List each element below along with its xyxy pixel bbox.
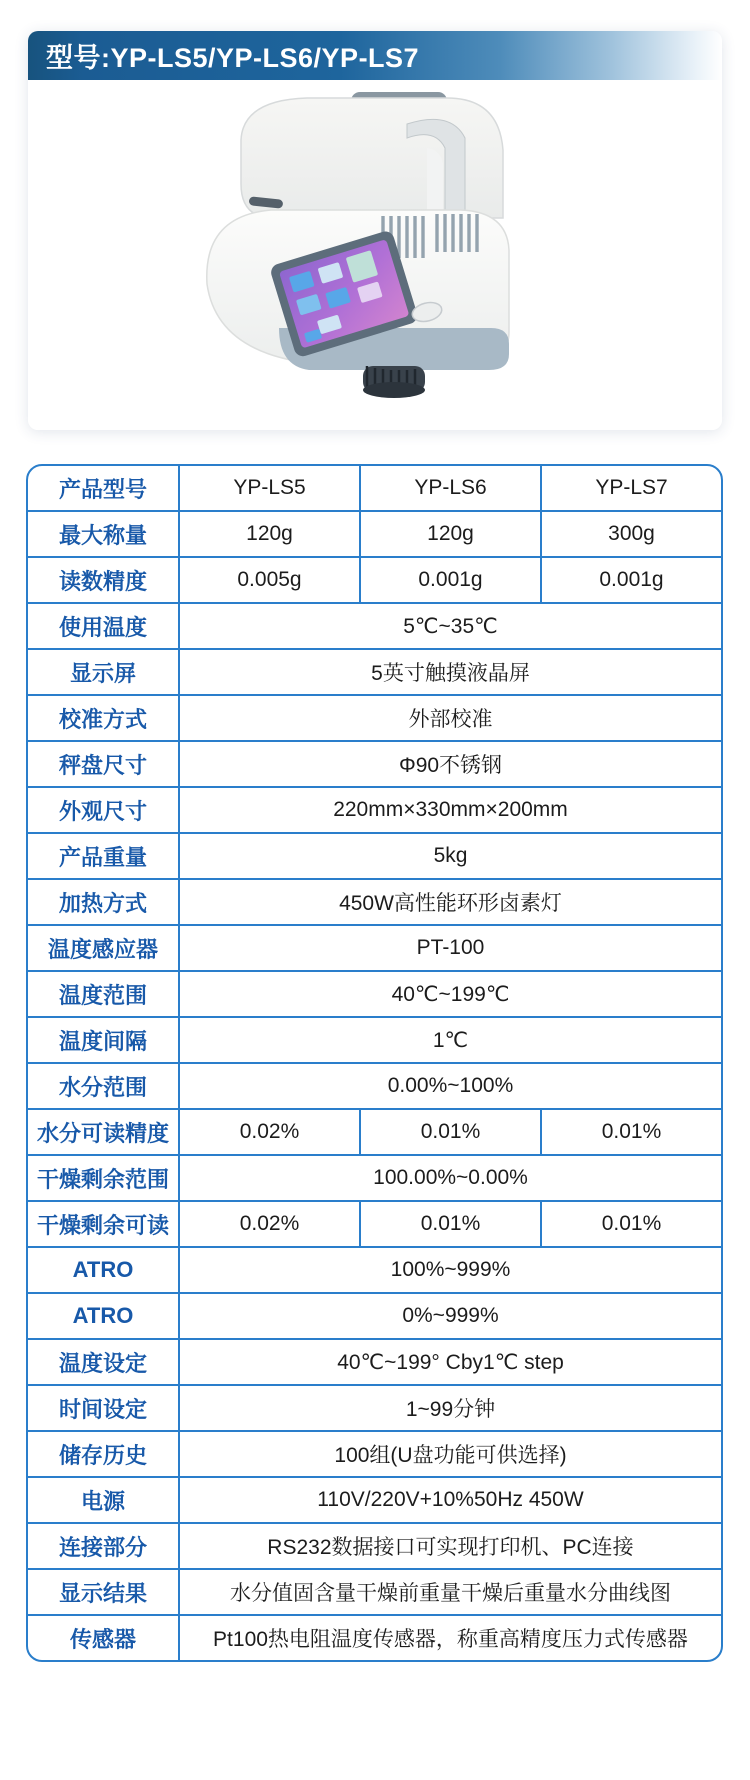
spec-label: 干燥剩余可读 — [28, 1202, 180, 1246]
spec-value-merged: 5℃~35℃ — [403, 614, 498, 638]
table-row — [28, 1154, 721, 1200]
table-row — [28, 1292, 721, 1338]
table-row — [28, 1062, 721, 1108]
spec-label: 显示结果 — [28, 1570, 180, 1614]
spec-label: 校准方式 — [28, 696, 180, 740]
table-row — [28, 1016, 721, 1062]
table-row — [28, 1338, 721, 1384]
spec-label: ATRO — [28, 1294, 180, 1338]
spec-value-merged: Pt100热电阻温度传感器，称重高精度压力式传感器 — [213, 1628, 688, 1651]
spec-label: 连接部分 — [28, 1524, 180, 1568]
spec-label: 温度范围 — [28, 972, 180, 1016]
spec-value: YP-LS6 — [359, 466, 540, 510]
spec-value: 0.001g — [359, 558, 540, 602]
spec-value: 0.001g — [540, 558, 721, 602]
spec-value: 300g — [540, 512, 721, 556]
table-row — [28, 1476, 721, 1522]
spec-value: 0.02% — [239, 1212, 300, 1235]
spec-label: 温度间隔 — [28, 1018, 180, 1062]
table-row — [28, 1614, 721, 1660]
spec-value-merged: 1℃ — [432, 1028, 469, 1052]
spec-label: 传感器 — [28, 1616, 180, 1660]
spec-value-merged: Φ90不锈钢 — [398, 754, 503, 777]
table-row — [28, 1430, 721, 1476]
spec-label: 时间设定 — [28, 1386, 180, 1430]
table-row — [28, 878, 721, 924]
table-row — [28, 1522, 721, 1568]
spec-value-merged: 0.00%~100% — [387, 1074, 514, 1097]
spec-label: 加热方式 — [28, 880, 180, 924]
spec-value-merged: 100组(U盘功能可供选择) — [334, 1444, 567, 1467]
spec-label: 产品重量 — [28, 834, 180, 878]
spec-value-merged: 5英寸触摸液晶屏 — [371, 662, 530, 685]
spec-value-merged: 220mm×330mm×200mm — [333, 798, 568, 821]
spec-label: 使用温度 — [28, 604, 180, 648]
spec-table — [26, 464, 723, 1662]
spec-value-merged: 100%~999% — [390, 1258, 511, 1281]
spec-value: 0.01% — [540, 1110, 721, 1154]
table-row — [28, 970, 721, 1016]
spec-value: 0.01% — [359, 1202, 540, 1246]
table-row — [28, 786, 721, 832]
device-handle-inner — [427, 148, 443, 218]
spec-value-merged: 100.00%~0.00% — [373, 1166, 528, 1189]
spec-label: 干燥剩余范围 — [28, 1156, 180, 1200]
spec-value-merged: PT-100 — [416, 936, 485, 959]
table-row — [28, 1108, 721, 1154]
spec-label: 水分范围 — [28, 1064, 180, 1108]
spec-label: 显示屏 — [28, 650, 180, 694]
spec-value: 120g — [359, 512, 540, 556]
table-row — [28, 694, 721, 740]
table-row — [28, 740, 721, 786]
spec-value-merged: 450W高性能环形卤素灯 — [339, 892, 562, 915]
table-row — [28, 924, 721, 970]
spec-label: 温度感应器 — [28, 926, 180, 970]
product-image-area — [28, 80, 722, 430]
table-row — [28, 1246, 721, 1292]
spec-label: 温度设定 — [28, 1340, 180, 1384]
product-showcase-card — [28, 31, 722, 430]
model-title: 型号:YP-LS5/YP-LS6/YP-LS7 — [46, 43, 420, 73]
table-row — [28, 466, 721, 510]
spec-value: 0.01% — [540, 1202, 721, 1246]
spec-value: 0.005g — [237, 568, 302, 591]
table-row — [28, 602, 721, 648]
spec-value: YP-LS5 — [233, 476, 306, 499]
table-row — [28, 1384, 721, 1430]
spec-value: 120g — [246, 522, 293, 545]
spec-value-merged: 1~99分钟 — [405, 1398, 496, 1421]
spec-value-merged: 0%~999% — [402, 1304, 499, 1327]
spec-label: 产品型号 — [28, 466, 180, 510]
spec-value-merged: RS232数据接口可实现打印机、PC连接 — [267, 1536, 634, 1559]
table-row — [28, 1568, 721, 1614]
table-row — [28, 556, 721, 602]
table-row — [28, 648, 721, 694]
spec-label: 秤盘尺寸 — [28, 742, 180, 786]
spec-value-merged: 40℃~199° Cby1℃ step — [337, 1350, 564, 1374]
spec-value-merged: 水分值固含量干燥前重量干燥后重量水分曲线图 — [230, 1582, 671, 1605]
spec-label: 电源 — [28, 1478, 180, 1522]
device-foot-knob — [363, 366, 425, 398]
spec-value: YP-LS7 — [540, 466, 721, 510]
spec-label: 水分可读精度 — [28, 1110, 180, 1154]
table-row — [28, 510, 721, 556]
spec-label: 储存历史 — [28, 1432, 180, 1476]
table-row — [28, 832, 721, 878]
spec-label: ATRO — [28, 1248, 180, 1292]
spec-value-merged: 40℃~199℃ — [391, 982, 510, 1006]
product-image — [175, 90, 575, 420]
spec-value-merged: 110V/220V+10%50Hz 450W — [317, 1488, 584, 1511]
model-title-band — [28, 31, 722, 80]
spec-label: 最大称量 — [28, 512, 180, 556]
spec-label: 外观尺寸 — [28, 788, 180, 832]
spec-value-merged: 外部校准 — [408, 708, 493, 731]
spec-label: 读数精度 — [28, 558, 180, 602]
table-row — [28, 1200, 721, 1246]
spec-value-merged: 5kg — [433, 844, 468, 867]
spec-value: 0.01% — [359, 1110, 540, 1154]
spec-value: 0.02% — [239, 1120, 300, 1143]
